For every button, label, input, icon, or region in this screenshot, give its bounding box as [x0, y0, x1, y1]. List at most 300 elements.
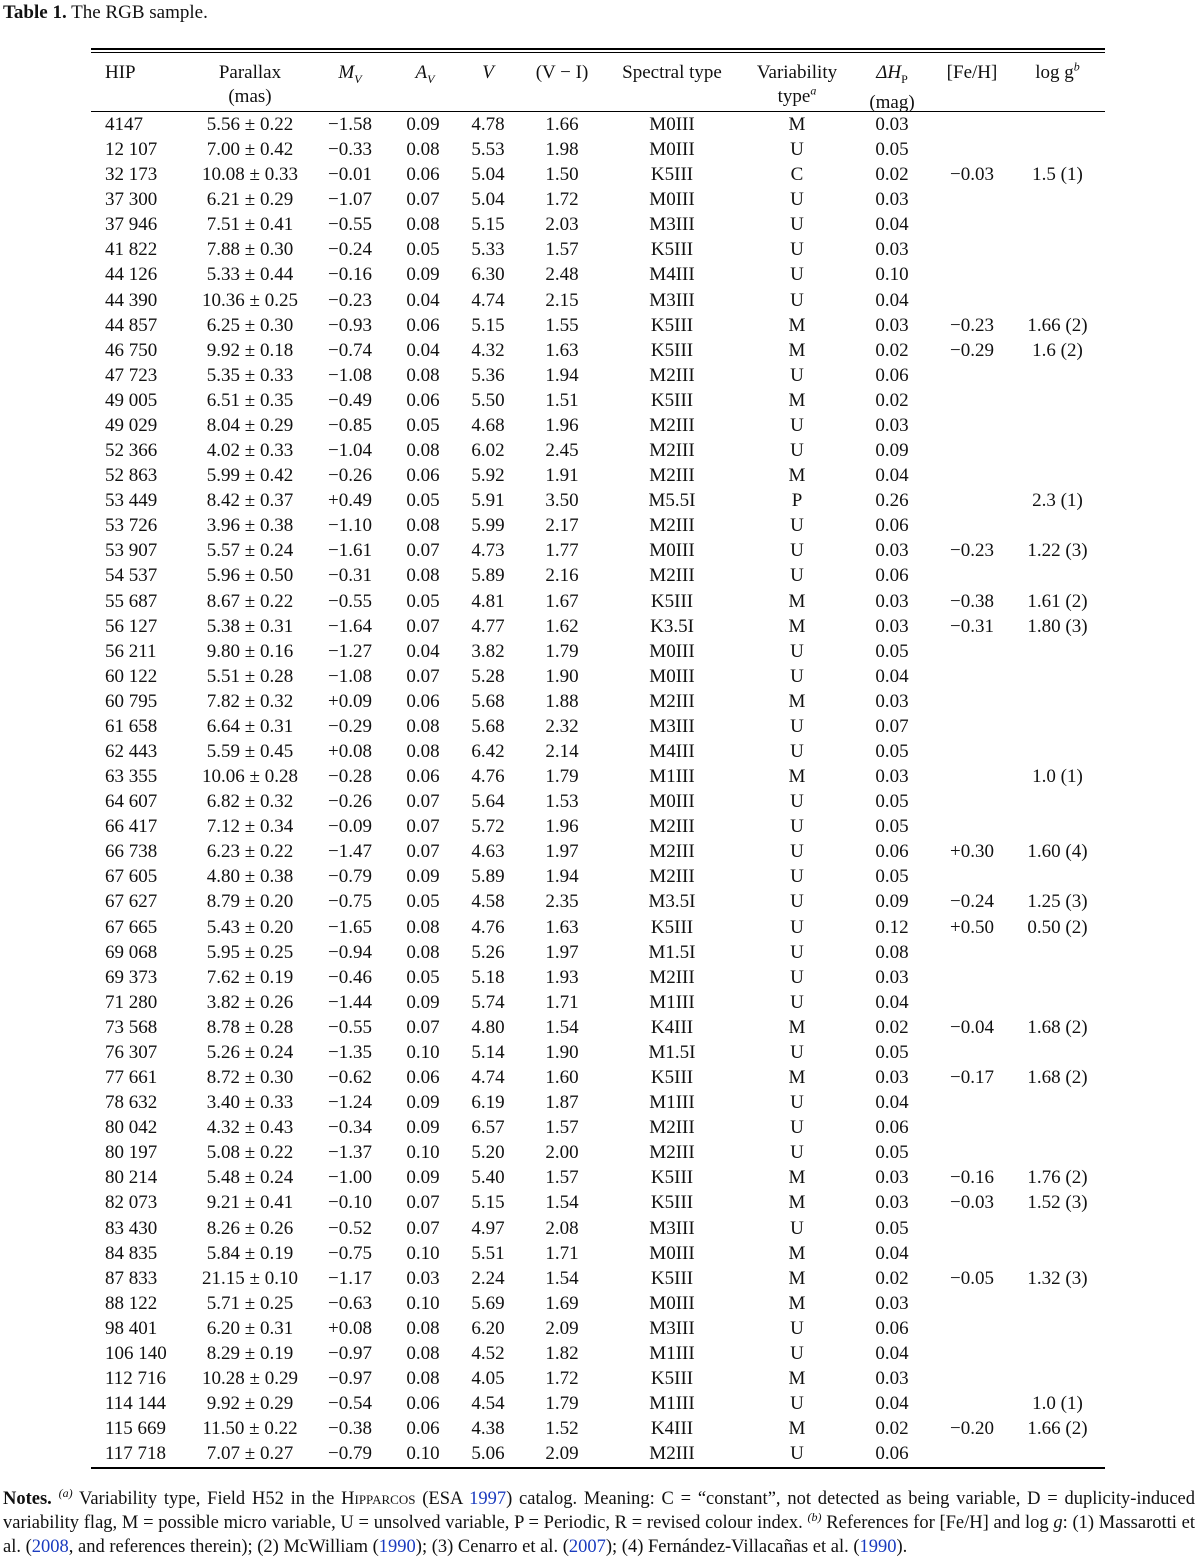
cell-dhp: 0.06: [875, 1317, 909, 1339]
cell-var: U: [790, 715, 804, 737]
cell-mv: −1.64: [328, 615, 372, 637]
cell-av: 0.08: [406, 515, 440, 537]
cell-av: 0.09: [406, 114, 440, 135]
header-parallax-unit: (mas): [228, 86, 272, 107]
cell-logg: 1.76 (2): [1027, 1167, 1088, 1189]
cell-parallax: 5.48 ± 0.24: [206, 1167, 294, 1189]
cell-spectral: M0III: [649, 665, 695, 687]
cell-spectral: M2III: [649, 440, 695, 462]
cell-hip: 32 173: [105, 164, 158, 186]
notes-text: ); (3) Cenarro et al. (: [415, 1537, 569, 1557]
cell-hip: 41 822: [105, 239, 158, 261]
cell-vi: 1.82: [545, 1342, 579, 1364]
cell-parallax: 6.25 ± 0.30: [206, 314, 294, 336]
cell-hip: 76 307: [105, 1041, 158, 1063]
cell-av: 0.07: [406, 1217, 440, 1239]
cell-vi: 1.96: [545, 816, 579, 838]
notes-text: : (1) Massarotti et al. (: [3, 1513, 1195, 1557]
cell-var: M: [788, 465, 806, 487]
citation-link[interactable]: 1997: [469, 1489, 507, 1509]
notes-text: ).: [896, 1537, 908, 1557]
cell-v: 4.68: [471, 414, 505, 436]
cell-hip: 53 449: [105, 490, 158, 512]
header-dhp-symbol: [852, 61, 932, 91]
cell-mv: −0.46: [328, 966, 372, 988]
cell-vi: 1.53: [545, 791, 579, 813]
cell-spectral: K5III: [650, 389, 694, 411]
cell-spectral: M1III: [649, 1393, 695, 1415]
cell-var: U: [790, 1217, 804, 1239]
header-dhp-sub: P: [901, 71, 908, 86]
cell-logg: 2.3 (1): [1032, 490, 1083, 512]
cell-av: 0.07: [406, 189, 440, 211]
cell-feh: −0.29: [950, 339, 994, 361]
cell-parallax: 10.06 ± 0.28: [202, 766, 298, 788]
cell-var: M: [788, 590, 806, 612]
cell-vi: 1.72: [545, 1368, 579, 1389]
cell-var: U: [790, 364, 804, 386]
cell-dhp: 0.03: [875, 114, 909, 135]
cell-v: 6.19: [471, 1092, 505, 1114]
cell-v: 6.20: [471, 1317, 505, 1339]
cell-av: 0.09: [406, 264, 440, 286]
cell-vi: 2.14: [545, 741, 579, 762]
cell-feh: −0.31: [950, 615, 994, 637]
cell-av: 0.04: [406, 289, 440, 311]
cell-var: M: [788, 615, 806, 637]
cell-spectral: K5III: [650, 590, 694, 612]
cell-var: U: [790, 515, 804, 537]
cell-hip: 44 857: [105, 314, 158, 336]
cell-dhp: 0.04: [875, 1092, 909, 1114]
cell-var: P: [791, 490, 803, 512]
cell-dhp: 0.02: [875, 1418, 909, 1440]
cell-var: M: [788, 1418, 806, 1440]
cell-hip: 37 946: [105, 214, 158, 236]
notes-text: References for [Fe/H] and log: [821, 1513, 1054, 1533]
cell-mv: −0.79: [328, 866, 372, 888]
cell-hip: 66 738: [105, 841, 158, 863]
cell-dhp: 0.06: [875, 1117, 909, 1139]
cell-dhp: 0.04: [875, 214, 909, 236]
cell-var: U: [790, 440, 804, 462]
notes-hipparcos: Hipparcos: [341, 1489, 416, 1509]
cell-spectral: K3.5I: [650, 615, 694, 637]
cell-parallax: 3.82 ± 0.26: [206, 991, 294, 1013]
cell-logg: 1.68 (2): [1027, 1067, 1088, 1089]
cell-spectral: M3.5I: [648, 891, 696, 913]
cell-vi: 1.50: [545, 164, 579, 186]
cell-v: 4.97: [471, 1217, 505, 1239]
cell-var: U: [790, 565, 804, 587]
cell-parallax: 8.42 ± 0.37: [206, 490, 294, 512]
cell-parallax: 5.84 ± 0.19: [206, 1242, 294, 1264]
header-mv: [320, 61, 380, 91]
cell-parallax: 8.79 ± 0.20: [206, 891, 294, 913]
cell-spectral: M2III: [649, 966, 695, 988]
cell-dhp: 0.07: [875, 715, 909, 737]
cell-av: 0.08: [406, 941, 440, 963]
cell-dhp: 0.02: [875, 1016, 909, 1038]
cell-parallax: 9.21 ± 0.41: [206, 1192, 294, 1214]
cell-mv: −0.74: [328, 339, 372, 361]
cell-vi: 1.98: [545, 139, 579, 161]
cell-var: U: [790, 1317, 804, 1339]
table-title: The RGB sample.: [71, 2, 208, 23]
cell-hip: 49 029: [105, 414, 158, 436]
header-variability-label: Variability: [756, 62, 838, 83]
cell-mv: −1.35: [328, 1041, 372, 1063]
cell-spectral: M0III: [649, 640, 695, 662]
cell-hip: 53 726: [105, 515, 158, 537]
cell-av: 0.07: [406, 791, 440, 813]
cell-var: U: [790, 1393, 804, 1415]
cell-mv: −1.27: [328, 640, 372, 662]
cell-dhp: 0.05: [875, 866, 909, 888]
cell-spectral: M2III: [649, 515, 695, 537]
cell-hip: 49 005: [105, 389, 158, 411]
cell-parallax: 10.08 ± 0.33: [202, 164, 298, 186]
cell-v: 5.89: [471, 565, 505, 587]
cell-feh: −0.24: [950, 891, 994, 913]
cell-dhp: 0.06: [875, 841, 909, 863]
cell-spectral: M2III: [649, 565, 695, 587]
cell-parallax: 8.29 ± 0.19: [206, 1342, 294, 1364]
cell-vi: 1.63: [545, 339, 579, 361]
cell-parallax: 9.80 ± 0.16: [206, 640, 294, 662]
cell-v: 5.15: [471, 214, 505, 236]
cell-spectral: M3III: [649, 214, 695, 236]
header-variability-type: [737, 85, 857, 109]
cell-vi: 2.15: [545, 289, 579, 311]
cell-v: 5.06: [471, 1443, 505, 1465]
cell-vi: 2.00: [545, 1142, 579, 1164]
cell-dhp: 0.03: [875, 189, 909, 211]
cell-dhp: 0.03: [875, 966, 909, 988]
cell-spectral: M2III: [649, 1117, 695, 1139]
cell-spectral: M0III: [649, 189, 695, 211]
cell-av: 0.07: [406, 1192, 440, 1214]
cell-dhp: 0.08: [875, 941, 909, 963]
notes-label: Notes.: [3, 1489, 52, 1509]
header-variability-type-word: type: [777, 86, 811, 107]
cell-v: 5.15: [471, 1192, 505, 1214]
cell-parallax: 10.28 ± 0.29: [202, 1368, 298, 1389]
cell-var: U: [790, 1443, 804, 1465]
cell-parallax: 5.43 ± 0.20: [206, 916, 294, 938]
cell-mv: −0.31: [328, 565, 372, 587]
cell-spectral: M1III: [649, 991, 695, 1013]
cell-mv: −0.75: [328, 891, 372, 913]
cell-av: 0.06: [406, 314, 440, 336]
cell-dhp: 0.04: [875, 665, 909, 687]
cell-vi: 1.94: [545, 866, 579, 888]
cell-av: 0.03: [406, 1267, 440, 1289]
cell-hip: 88 122: [105, 1292, 158, 1314]
cell-hip: 80 214: [105, 1167, 158, 1189]
cell-spectral: M3III: [649, 1317, 695, 1339]
cell-feh: −0.38: [950, 590, 994, 612]
cell-mv: −0.10: [328, 1192, 372, 1214]
cell-av: 0.05: [406, 590, 440, 612]
cell-hip: 37 300: [105, 189, 158, 211]
cell-parallax: 7.88 ± 0.30: [206, 239, 294, 261]
cell-mv: −0.24: [328, 239, 372, 261]
header-spectral-type: Spectral type: [622, 62, 722, 83]
cell-av: 0.07: [406, 1016, 440, 1038]
cell-av: 0.08: [406, 1342, 440, 1364]
cell-spectral: K4III: [650, 1418, 694, 1440]
cell-vi: 1.57: [545, 1167, 579, 1189]
cell-feh: −0.05: [950, 1267, 994, 1289]
cell-v: 4.81: [471, 590, 505, 612]
cell-hip: 55 687: [105, 590, 158, 612]
header-logg-sup: b: [1073, 59, 1080, 74]
cell-spectral: M2III: [649, 1142, 695, 1164]
cell-parallax: 6.20 ± 0.31: [206, 1317, 294, 1339]
notes-mark-a: (a): [58, 1485, 73, 1500]
cell-spectral: M1.5I: [648, 1041, 696, 1063]
cell-spectral: M3III: [649, 289, 695, 311]
cell-mv: −0.01: [328, 164, 372, 186]
cell-dhp: 0.03: [875, 1167, 909, 1189]
cell-dhp: 0.05: [875, 741, 909, 762]
cell-feh: +0.30: [950, 841, 994, 863]
cell-v: 5.40: [471, 1167, 505, 1189]
cell-feh: +0.50: [950, 916, 994, 938]
cell-mv: −0.75: [328, 1242, 372, 1264]
cell-parallax: 7.12 ± 0.34: [206, 816, 294, 838]
notes-text: , and references therein); (2) McWilliam (: [68, 1537, 379, 1557]
header-av-symbol: A: [415, 62, 428, 83]
cell-hip: 114 144: [105, 1393, 167, 1415]
cell-v: 5.15: [471, 314, 505, 336]
citation-link[interactable]: 2007: [568, 1537, 606, 1557]
cell-parallax: 4.80 ± 0.38: [206, 866, 294, 888]
notes-text: ) catalog. Meaning: C = “constant”, not detected as being variable, D = duplicity-induced variability flag, M = possible micro variable, U = unsolved variable, P = Periodic, R = revised colour index.: [3, 1489, 1195, 1533]
cell-parallax: 6.82 ± 0.32: [206, 791, 294, 813]
cell-parallax: 11.50 ± 0.22: [202, 1418, 298, 1440]
cell-vi: 1.57: [545, 1117, 579, 1139]
cell-mv: −1.58: [328, 114, 372, 135]
top-rule-inner: [91, 52, 1105, 53]
cell-mv: −1.08: [328, 364, 372, 386]
cell-hip: 53 907: [105, 540, 158, 562]
cell-logg: 1.32 (3): [1027, 1267, 1088, 1289]
cell-hip: 56 211: [105, 640, 157, 662]
cell-var: U: [790, 189, 804, 211]
cell-vi: 2.03: [545, 214, 579, 236]
header-dhp: [852, 61, 932, 115]
citation-link[interactable]: 1990: [378, 1537, 416, 1557]
cell-hip: 82 073: [105, 1192, 158, 1214]
cell-dhp: 0.03: [875, 615, 909, 637]
cell-var: U: [790, 1142, 804, 1164]
citation-link[interactable]: 2008: [31, 1537, 69, 1557]
notes-text: (ESA: [415, 1489, 470, 1509]
table-label: Table 1.: [3, 2, 67, 23]
cell-av: 0.05: [406, 966, 440, 988]
cell-parallax: 3.96 ± 0.38: [206, 515, 294, 537]
cell-hip: 61 658: [105, 715, 158, 737]
cell-mv: −0.63: [328, 1292, 372, 1314]
cell-var: U: [790, 1041, 804, 1063]
cell-mv: −0.79: [328, 1443, 372, 1465]
cell-dhp: 0.03: [875, 590, 909, 612]
header-parallax: [160, 61, 340, 109]
header-variability: [737, 61, 857, 109]
cell-v: 4.76: [471, 766, 505, 788]
cell-var: M: [788, 1368, 806, 1389]
cell-dhp: 0.05: [875, 139, 909, 161]
cell-vi: 1.69: [545, 1292, 579, 1314]
cell-av: 0.04: [406, 640, 440, 662]
cell-spectral: K5III: [650, 314, 694, 336]
cell-parallax: 4.02 ± 0.33: [206, 440, 294, 462]
cell-feh: −0.04: [950, 1016, 994, 1038]
cell-v: 5.51: [471, 1242, 505, 1264]
cell-spectral: K5III: [650, 1192, 694, 1214]
cell-var: U: [790, 816, 804, 838]
cell-hip: 46 750: [105, 339, 158, 361]
cell-vi: 1.60: [545, 1067, 579, 1089]
cell-hip: 98 401: [105, 1317, 158, 1339]
cell-parallax: 7.62 ± 0.19: [206, 966, 294, 988]
cell-av: 0.10: [406, 1142, 440, 1164]
cell-vi: 2.35: [545, 891, 579, 913]
cell-vi: 1.79: [545, 640, 579, 662]
cell-av: 0.09: [406, 866, 440, 888]
table-notes: [3, 1487, 1195, 1559]
cell-spectral: K5III: [650, 1368, 694, 1389]
cell-av: 0.08: [406, 214, 440, 236]
cell-parallax: 7.51 ± 0.41: [206, 214, 294, 236]
cell-mv: −0.49: [328, 389, 372, 411]
cell-logg: 1.80 (3): [1027, 615, 1088, 637]
cell-hip: 44 126: [105, 264, 158, 286]
cell-var: U: [790, 214, 804, 236]
cell-vi: 1.71: [545, 1242, 579, 1264]
header-variability-sup: a: [810, 83, 817, 98]
cell-vi: 2.16: [545, 565, 579, 587]
cell-av: 0.08: [406, 916, 440, 938]
cell-v: 5.89: [471, 866, 505, 888]
cell-logg: 1.52 (3): [1027, 1192, 1088, 1214]
cell-av: 0.08: [406, 139, 440, 161]
cell-mv: −0.33: [328, 139, 372, 161]
cell-spectral: M4III: [649, 264, 695, 286]
cell-var: M: [788, 1242, 806, 1264]
cell-parallax: 6.64 ± 0.31: [206, 715, 294, 737]
cell-v: 5.68: [471, 715, 505, 737]
header-v: [458, 61, 518, 85]
cell-v: 5.72: [471, 816, 505, 838]
notes-g: g: [1053, 1513, 1063, 1533]
citation-link[interactable]: 1990: [859, 1537, 897, 1557]
cell-hip: 67 627: [105, 891, 158, 913]
cell-v: 5.74: [471, 991, 505, 1013]
cell-hip: 67 605: [105, 866, 158, 888]
cell-var: M: [788, 1167, 806, 1189]
cell-hip: 78 632: [105, 1092, 158, 1114]
header-logg: [1015, 61, 1100, 85]
header-dhp-label: ΔH: [876, 62, 902, 83]
cell-vi: 1.55: [545, 314, 579, 336]
cell-av: 0.10: [406, 1041, 440, 1063]
cell-spectral: M0III: [649, 114, 695, 135]
header-mv-symbol: M: [338, 62, 355, 83]
cell-var: U: [790, 239, 804, 261]
cell-mv: −0.26: [328, 791, 372, 813]
cell-av: 0.07: [406, 540, 440, 562]
cell-logg: 1.68 (2): [1027, 1016, 1088, 1038]
cell-mv: −0.26: [328, 465, 372, 487]
cell-var: M: [788, 389, 806, 411]
cell-spectral: M1.5I: [648, 941, 696, 963]
cell-hip: 60 122: [105, 665, 158, 687]
cell-av: 0.04: [406, 339, 440, 361]
cell-dhp: 0.04: [875, 289, 909, 311]
cell-var: U: [790, 941, 804, 963]
cell-v: 3.82: [471, 640, 505, 662]
cell-v: 4.74: [471, 1067, 505, 1089]
cell-parallax: 8.04 ± 0.29: [206, 414, 294, 436]
cell-dhp: 0.06: [875, 515, 909, 537]
cell-var: U: [790, 891, 804, 913]
cell-dhp: 0.02: [875, 389, 909, 411]
cell-vi: 2.45: [545, 440, 579, 462]
cell-av: 0.08: [406, 440, 440, 462]
cell-dhp: 0.06: [875, 364, 909, 386]
cell-hip: 112 716: [105, 1368, 167, 1389]
cell-vi: 1.97: [545, 941, 579, 963]
cell-mv: −1.00: [328, 1167, 372, 1189]
cell-hip: 12 107: [105, 139, 158, 161]
cell-v: 4.74: [471, 289, 505, 311]
cell-mv: −1.47: [328, 841, 372, 863]
cell-var: U: [790, 1117, 804, 1139]
cell-v: 5.68: [471, 690, 505, 712]
cell-v: 5.69: [471, 1292, 505, 1314]
cell-dhp: 0.03: [875, 239, 909, 261]
cell-hip: 60 795: [105, 690, 158, 712]
cell-mv: −0.23: [328, 289, 372, 311]
cell-av: 0.09: [406, 1092, 440, 1114]
cell-spectral: M2III: [649, 866, 695, 888]
cell-mv: −0.28: [328, 766, 372, 788]
cell-v: 5.26: [471, 941, 505, 963]
cell-vi: 1.93: [545, 966, 579, 988]
cell-av: 0.09: [406, 991, 440, 1013]
cell-v: 5.14: [471, 1041, 505, 1063]
cell-av: 0.05: [406, 239, 440, 261]
cell-vi: 1.52: [545, 1418, 579, 1440]
cell-vi: 1.63: [545, 916, 579, 938]
cell-logg: 1.61 (2): [1027, 590, 1088, 612]
cell-v: 4.05: [471, 1368, 505, 1389]
cell-hip: 66 417: [105, 816, 158, 838]
cell-vi: 2.48: [545, 264, 579, 286]
cell-hip: 77 661: [105, 1067, 158, 1089]
cell-mv: −1.65: [328, 916, 372, 938]
cell-av: 0.06: [406, 1393, 440, 1415]
cell-spectral: M3III: [649, 715, 695, 737]
cell-hip: 73 568: [105, 1016, 158, 1038]
cell-feh: −0.16: [950, 1167, 994, 1189]
cell-hip: 69 068: [105, 941, 158, 963]
cell-av: 0.10: [406, 1292, 440, 1314]
cell-hip: 62 443: [105, 741, 158, 762]
